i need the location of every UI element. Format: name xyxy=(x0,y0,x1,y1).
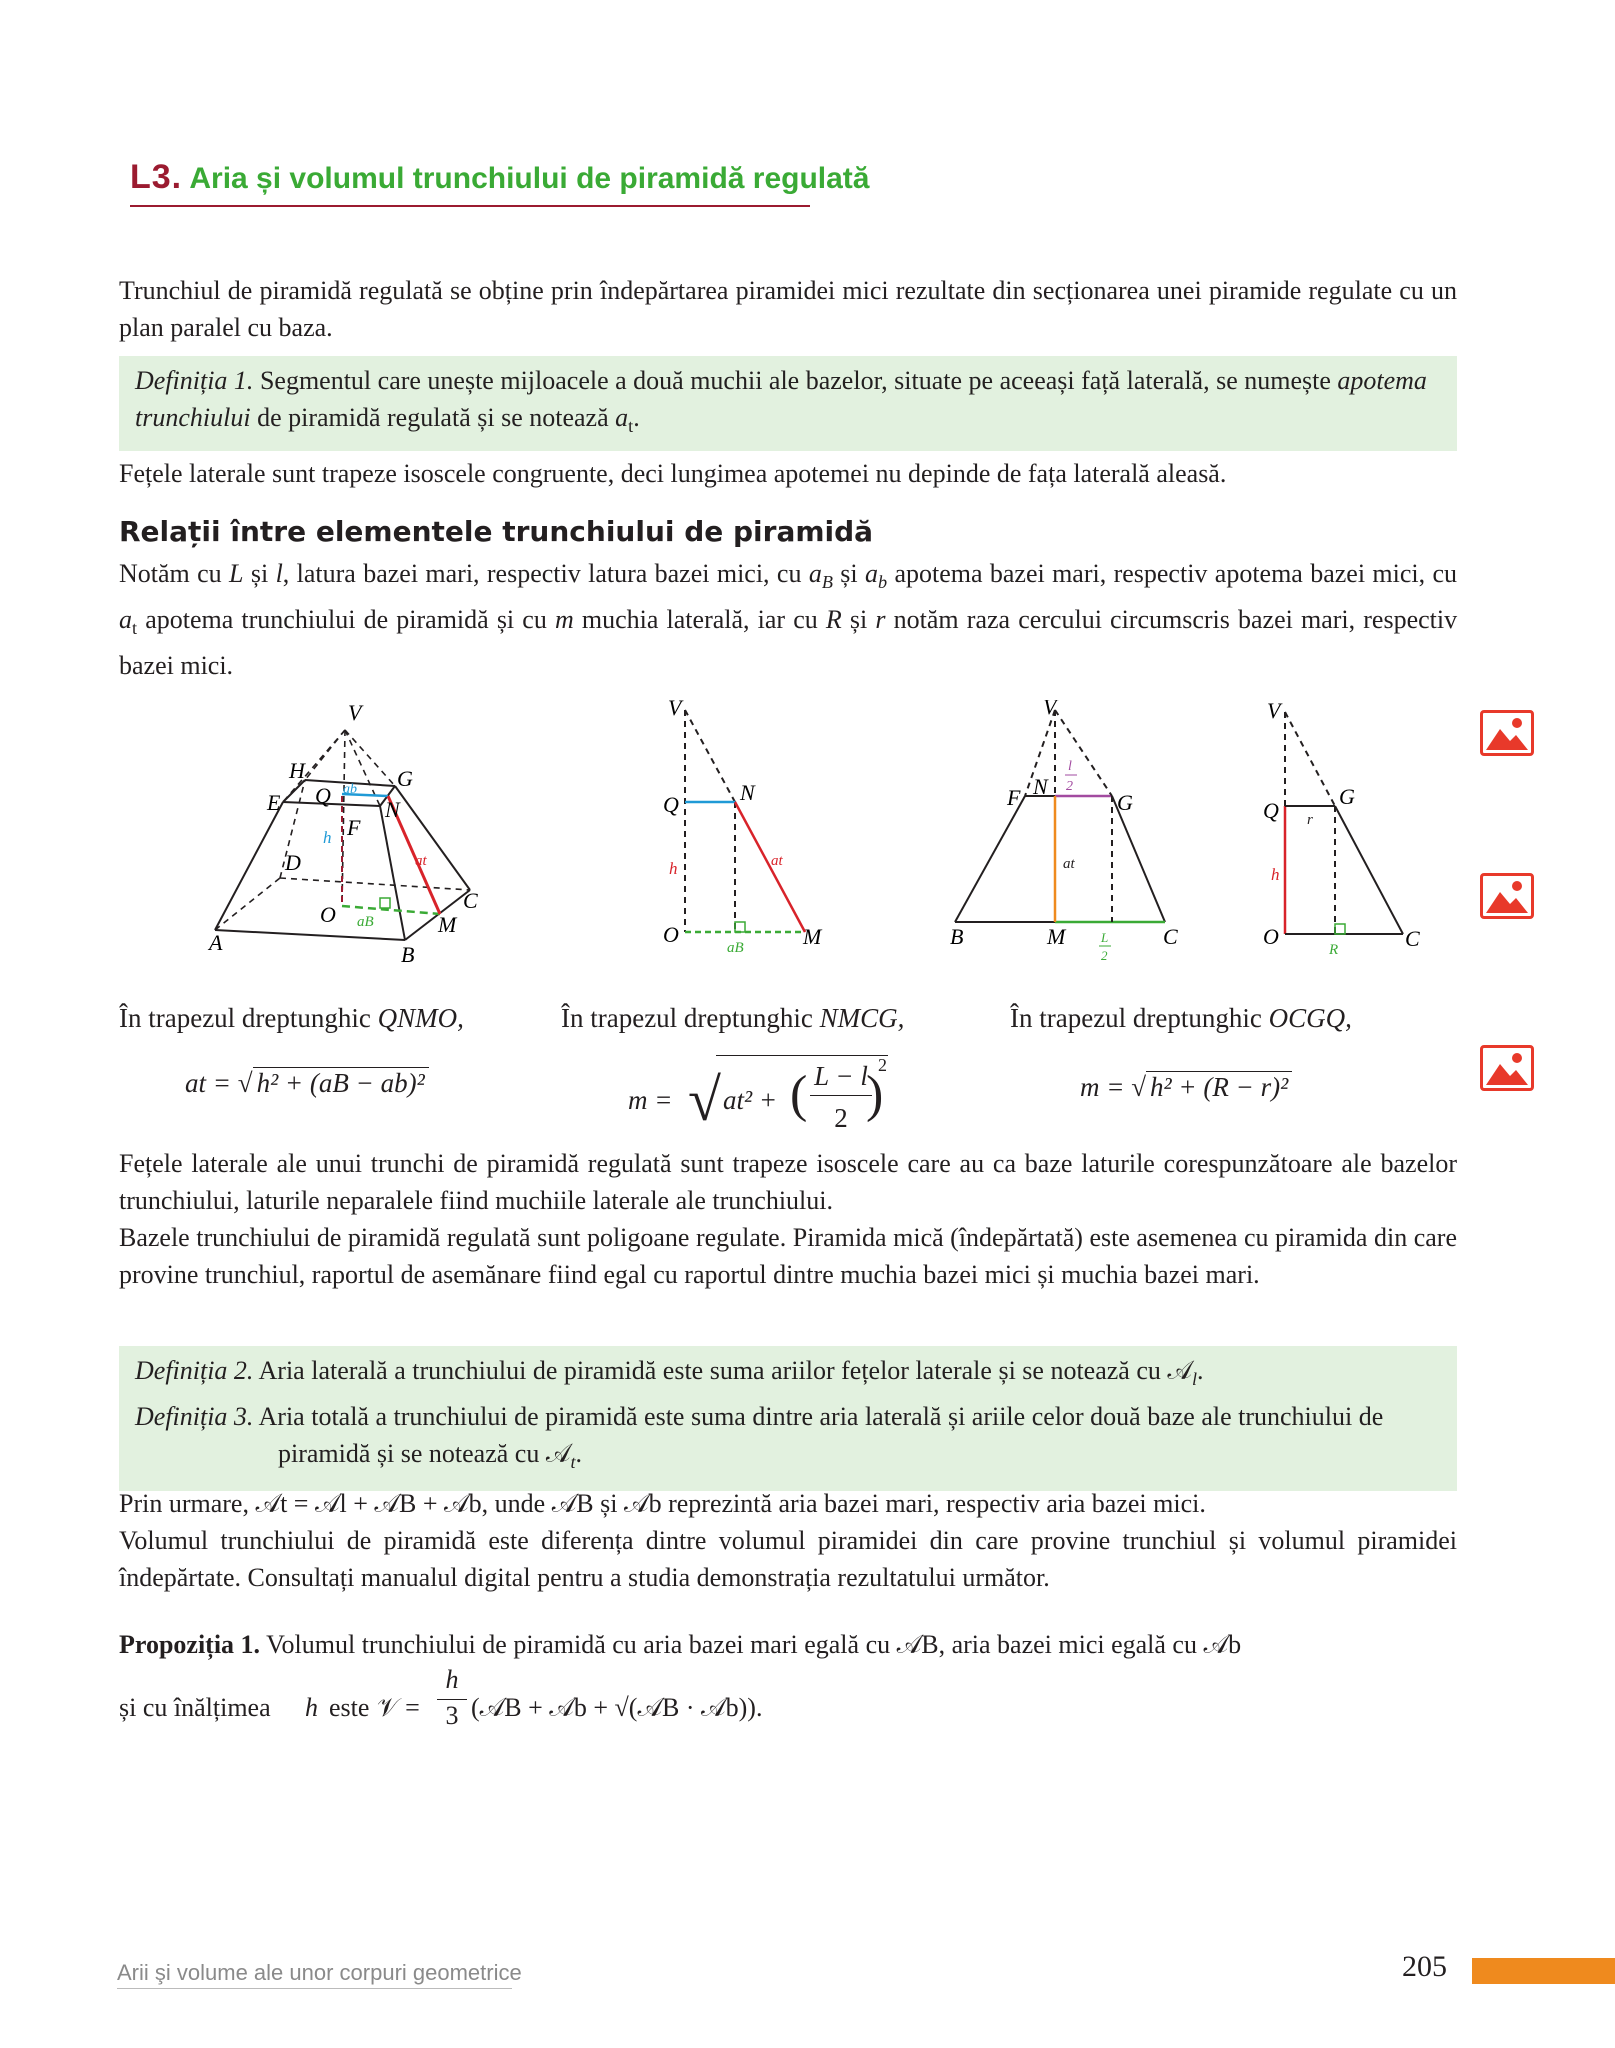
definition-1-symbol-sub: t xyxy=(628,416,634,437)
caption-ocgq xyxy=(1010,1003,1352,1034)
symbol-h: h xyxy=(305,1693,318,1722)
label-V: V xyxy=(1043,700,1057,719)
label-aB: aB xyxy=(727,940,744,956)
label-h: h xyxy=(1271,865,1280,884)
label-at: at xyxy=(771,853,783,869)
caption-text: În trapezul dreptunghic xyxy=(119,1003,371,1033)
definition-1-term: apotema trunchiului xyxy=(135,366,1427,432)
caption-name: QNMO, xyxy=(377,1003,464,1033)
label-Q: Q xyxy=(663,792,679,817)
label-O: O xyxy=(320,902,336,927)
rel-sym-at-sub: t xyxy=(132,618,138,639)
lesson-title-text: Aria și volumul trunchiului de piramidă regulată xyxy=(189,162,870,195)
volume-paragraph: Volumul trunchiului de piramidă este diferența dintre volumul piramidei din care provine trunchiul și volumul piramidei îndepărtate. Consultați manualul digital pentru a studia demonstrația rezultatului următor. xyxy=(119,1526,1457,1592)
text: și cu înălțimea xyxy=(119,1693,271,1722)
label-N: N xyxy=(385,797,400,822)
rel-text: și xyxy=(250,559,269,588)
text: Prin urmare, xyxy=(119,1489,249,1518)
edge-AD xyxy=(215,878,280,930)
radical-sign: √ xyxy=(688,1067,721,1133)
caption-name: OCGQ, xyxy=(1268,1003,1352,1033)
image-icon[interactable] xyxy=(1480,710,1534,756)
dash-VG xyxy=(345,730,395,786)
definition-2-end: . xyxy=(1197,1356,1204,1385)
formula-at: at = √ h² + (aB − ab)² xyxy=(185,1068,429,1099)
formula-m-apothem xyxy=(628,1055,888,1145)
paren-right: ) xyxy=(866,1066,884,1123)
symbol-Ab: 𝒜b xyxy=(623,1489,662,1518)
proposition-1 xyxy=(119,1626,1457,1663)
text: și xyxy=(600,1489,618,1518)
label-D: D xyxy=(285,850,301,875)
rel-text: și xyxy=(849,605,868,635)
dash-VH xyxy=(305,730,345,780)
rel-sym-r: r xyxy=(875,605,886,635)
label-L: L xyxy=(1101,930,1109,945)
definition-3-symbol: 𝒜 xyxy=(545,1439,571,1469)
definition-1-end: . xyxy=(633,403,640,432)
symbol-V: 𝒱 = xyxy=(377,1693,420,1722)
definition-2-symbol: 𝒜 xyxy=(1167,1356,1192,1385)
relations-paragraph xyxy=(119,555,1457,684)
rel-sym-aB-sub: B xyxy=(821,572,833,593)
trapezoid-nmcg-figure xyxy=(945,700,1195,970)
faces-line: Fețele laterale sunt trapeze isoscele congruente, deci lungimea apotemei nu depinde de fața laterală aleasă. xyxy=(119,459,1227,488)
label-h: h xyxy=(669,859,678,878)
label-C: C xyxy=(1405,926,1420,951)
label-r: r xyxy=(1307,812,1313,828)
caption-nmcg xyxy=(561,1003,904,1034)
rel-text: Notăm cu xyxy=(119,559,222,588)
proposition-1-formula-line xyxy=(119,1665,1019,1735)
label-M: M xyxy=(1047,924,1066,949)
label-Q: Q xyxy=(315,783,331,808)
definition-2 xyxy=(135,1352,1441,1398)
edge-GC xyxy=(1335,806,1403,934)
right-angle-mark xyxy=(380,898,390,908)
fraction-bar xyxy=(810,1095,872,1097)
formula-lhs: at = xyxy=(185,1068,231,1098)
definition-2-text: Aria laterală a trunchiului de piramidă este suma ariilor fețelor laterale și se notează cu xyxy=(258,1356,1161,1385)
rel-sym-l: l xyxy=(275,559,283,588)
label-A: A xyxy=(209,930,223,955)
rel-text: și xyxy=(840,559,858,588)
label-V: V xyxy=(1267,700,1281,723)
footer-rule xyxy=(117,1988,512,1989)
formula-term: at² + xyxy=(723,1085,778,1115)
label-F: F xyxy=(347,815,361,840)
bases-paragraph: Bazele trunchiului de piramidă regulată sunt poligoane regulate. Piramida mică (îndepărtată) este asemenea cu piramida din care provine trunchiul, raportul de asemănare fiind egal cu raportul dintre muchia bazei mici și muchia bazei mari. xyxy=(119,1223,1457,1289)
edge-AB xyxy=(215,930,405,940)
definition-1-symbol: a xyxy=(615,403,629,432)
formula-lhs: m = xyxy=(628,1085,673,1115)
label-N: N xyxy=(1033,774,1048,799)
faces-paragraph: Fețele laterale ale unui trunchi de piramidă regulată sunt trapeze isoscele care au ca baze laturile corespunzătoare ale bazelor trunchiului, laturile neparalele fiind muchiile laterale ale trunchiului. xyxy=(119,1149,1457,1215)
right-angle-mark xyxy=(1335,924,1345,934)
page-number: 205 xyxy=(1402,1950,1447,1983)
symbol-AB: 𝒜B xyxy=(551,1489,594,1518)
label-G: G xyxy=(1117,790,1133,815)
text: reprezintă aria bazei mari, respectiv aria bazei mici. xyxy=(668,1489,1206,1518)
formula-m-radius: m = √ h² + (R − r)² xyxy=(1080,1072,1292,1103)
formula-exponent: 2 xyxy=(878,1055,887,1075)
label-E: E xyxy=(267,790,281,815)
paren-left: ( xyxy=(790,1066,808,1123)
text: , unde xyxy=(481,1489,546,1518)
rel-text: , latura bazei mari, respectiv latura bazei mici, cu xyxy=(282,559,802,588)
definition-3-symbol-sub: t xyxy=(570,1452,576,1473)
label-N: N xyxy=(740,780,755,805)
label-G: G xyxy=(1339,784,1355,809)
definition-2-label: Definiția 2. xyxy=(135,1356,254,1385)
rel-text: apotema bazei mari, respectiv apotema bazei mici, cu xyxy=(894,559,1458,588)
edge-EF xyxy=(283,802,380,806)
fraction-denominator: 3 xyxy=(445,1701,459,1730)
radical-bar xyxy=(716,1055,888,1057)
label-Q: Q xyxy=(1263,798,1279,823)
rel-sym-aB: a xyxy=(808,559,822,588)
label-V: V xyxy=(348,700,362,725)
image-icon-glyph xyxy=(1483,713,1531,753)
text: Volumul trunchiului de piramidă cu aria bazei mari egală cu xyxy=(266,1630,891,1659)
rel-text: muchia laterală, iar cu xyxy=(581,605,818,635)
label-M: M xyxy=(438,912,457,937)
label-G: G xyxy=(397,766,413,791)
definition-2-3-box xyxy=(119,1346,1457,1491)
fraction-numerator: L − l xyxy=(814,1061,868,1091)
formula-radicand: h² + (aB − ab)² xyxy=(253,1067,429,1098)
relations-heading: Relații între elementele trunchiului de piramidă xyxy=(119,515,874,548)
edge-DC xyxy=(280,878,470,890)
caption-text: În trapezul dreptunghic xyxy=(1010,1003,1262,1033)
rel-sym-m: m xyxy=(554,605,574,635)
image-icon[interactable] xyxy=(1480,1045,1534,1091)
label-M: M xyxy=(803,924,822,949)
label-C: C xyxy=(463,888,478,913)
label-R: R xyxy=(1329,942,1339,958)
definition-3-text: Aria totală a trunchiului de piramidă este suma dintre aria laterală și ariile celor două baze ale trunchiului de piramidă și se notează cu xyxy=(258,1402,1384,1469)
label-2-bottom: 2 xyxy=(1101,948,1108,963)
label-l: l xyxy=(1068,759,1072,774)
text: este xyxy=(329,1693,370,1722)
caption-name: NMCG, xyxy=(819,1003,905,1033)
label-at: at xyxy=(415,853,427,869)
rel-text: notăm raza cercului circumscris bazei mari, respectiv bazei mici. xyxy=(119,605,1458,681)
label-O: O xyxy=(1263,924,1279,949)
formula-lhs: m = xyxy=(1080,1072,1125,1102)
formula-radicand: h² + (R − r)² xyxy=(1146,1071,1292,1102)
proposition-1-label: Propoziția 1. xyxy=(119,1630,261,1659)
caption-text: În trapezul dreptunghic xyxy=(561,1003,813,1033)
rel-sym-L: L xyxy=(229,559,244,588)
dash-VG xyxy=(1055,710,1112,796)
frustum-3d-figure xyxy=(205,700,495,970)
edge-BF xyxy=(955,796,1025,922)
label-aB: aB xyxy=(357,914,374,930)
symbol-AB: 𝒜B xyxy=(896,1630,939,1659)
right-angle-mark xyxy=(735,922,745,932)
label-ab: ab xyxy=(343,782,357,797)
definition-2-symbol-sub: l xyxy=(1191,1369,1198,1390)
rel-sym-ab: a xyxy=(865,559,878,588)
intro-paragraph: Trunchiul de piramidă regulată se obține prin îndepărtarea piramidei mici rezultate din secționarea unei piramide regulate cu un plan paralel cu baza. xyxy=(119,276,1457,342)
definition-3-end: . xyxy=(575,1439,583,1469)
label-h: h xyxy=(323,828,332,847)
label-2-top: 2 xyxy=(1066,779,1073,794)
text: , aria bazei mici egală cu xyxy=(938,1630,1197,1659)
volume-formula-rhs: (𝒜B + 𝒜b + √(𝒜B · 𝒜b)). xyxy=(471,1693,763,1722)
edge-AE xyxy=(215,802,283,930)
symbol-Ab: 𝒜b xyxy=(1203,1630,1242,1659)
dash-VG xyxy=(1285,712,1335,806)
lesson-title xyxy=(130,158,870,197)
trapezoid-ocgq-figure xyxy=(1255,700,1435,970)
segment-at xyxy=(735,802,805,932)
caption-qnmo xyxy=(119,1003,464,1034)
label-V: V xyxy=(668,700,682,720)
label-at: at xyxy=(1063,856,1075,872)
definition-3 xyxy=(135,1398,1441,1481)
label-F: F xyxy=(1007,785,1021,810)
label-C: C xyxy=(1163,924,1178,949)
image-icon[interactable] xyxy=(1480,873,1534,919)
lesson-number: L3. xyxy=(130,158,183,196)
page-accent-bar xyxy=(1472,1958,1615,1984)
fraction-numerator: h xyxy=(445,1665,459,1694)
label-B: B xyxy=(950,924,964,949)
rel-sym-ab-sub: b xyxy=(878,572,888,593)
total-area-formula: 𝒜t = 𝒜l + 𝒜B + 𝒜b xyxy=(255,1489,482,1518)
title-underline xyxy=(130,205,810,207)
definition-1-label: Definiția 1. xyxy=(135,366,254,395)
footer-chapter: Arii şi volume ale unor corpuri geometrice xyxy=(117,1960,522,1985)
image-icon-glyph xyxy=(1483,876,1531,916)
label-H: H xyxy=(289,758,305,783)
definition-1-box xyxy=(119,356,1457,451)
label-O: O xyxy=(663,922,679,947)
fraction-denominator: 2 xyxy=(834,1103,848,1133)
area-formula-line xyxy=(119,1485,1457,1522)
dash-VN xyxy=(685,710,735,802)
definition-1-text-a: Segmentul care unește mijloacele a două muchii ale bazelor, situate pe aceeași față laterală, se numește xyxy=(259,366,1331,395)
definition-3-label: Definiția 3. xyxy=(135,1402,254,1432)
label-B: B xyxy=(401,942,415,967)
rel-sym-at: a xyxy=(119,605,132,635)
definition-1-text-b: de piramidă regulată și se notează xyxy=(257,403,609,432)
rel-text: apotema trunchiului de piramidă și cu xyxy=(145,605,547,635)
segment-aB xyxy=(342,906,440,914)
trapezoid-qnmo-figure xyxy=(655,700,855,970)
rel-sym-R: R xyxy=(825,605,842,635)
image-icon-glyph xyxy=(1483,1048,1531,1088)
